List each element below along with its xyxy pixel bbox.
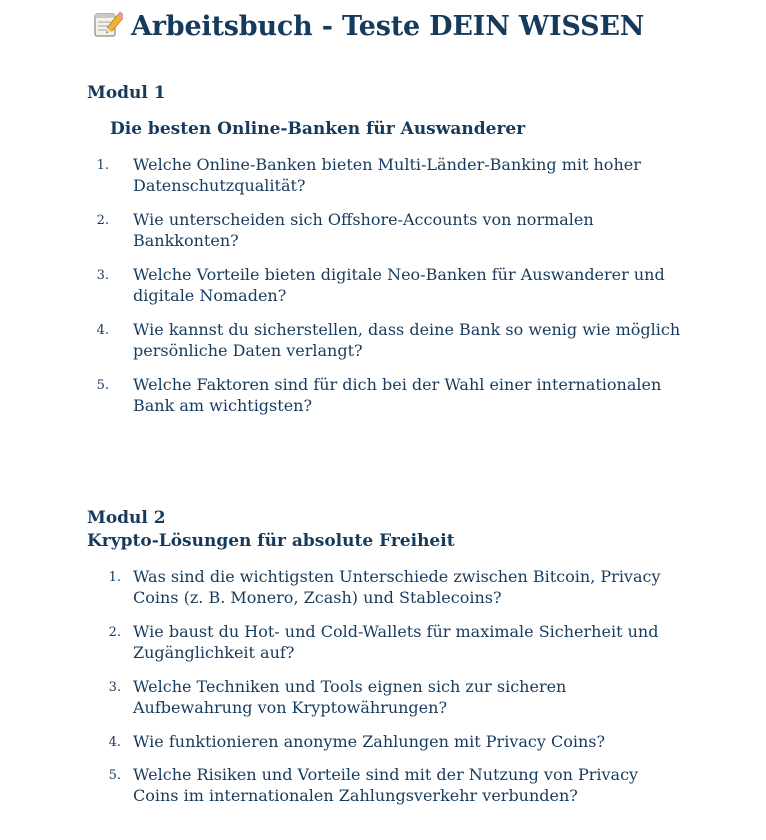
list-item [87, 374, 687, 416]
question-number: 3. [108, 680, 121, 695]
question-number: 5. [108, 768, 121, 783]
module-1-question-list [87, 154, 687, 429]
question-text: Wie kannst du sicherstellen, dass deine Bank so wenig wie möglich persönliche Daten verlangt? [133, 320, 681, 360]
module-1-label: Modul 1 [87, 83, 166, 103]
list-item [87, 264, 687, 306]
page-title-text: Arbeitsbuch - Teste DEIN WISSEN [131, 11, 645, 42]
list-item [87, 764, 687, 806]
question-text: Welche Online-Banken bieten Multi-Länder-Banking mit hoher Datenschutzqualität? [133, 155, 641, 195]
question-number: 3. [96, 268, 109, 283]
list-item [87, 154, 687, 196]
question-text: Was sind die wichtigsten Unterschiede zwischen Bitcoin, Privacy Coins (z. B. Monero, Zcash) und Stablecoins? [133, 567, 661, 607]
memo-icon [93, 10, 123, 38]
list-item [87, 209, 687, 251]
list-item [87, 566, 687, 608]
module-2-question-list [87, 566, 687, 819]
question-text: Welche Vorteile bieten digitale Neo-Banken für Auswanderer und digitale Nomaden? [133, 265, 665, 305]
question-text: Wie baust du Hot- und Cold-Wallets für maximale Sicherheit und Zugänglichkeit auf? [133, 622, 659, 662]
list-item [87, 731, 687, 752]
list-item [87, 676, 687, 718]
question-number: 4. [96, 323, 109, 338]
question-text: Wie unterscheiden sich Offshore-Accounts von normalen Bankkonten? [133, 210, 594, 250]
question-number: 1. [96, 158, 109, 173]
question-text: Welche Techniken und Tools eignen sich zur sicheren Aufbewahrung von Kryptowährungen? [133, 677, 567, 717]
question-number: 2. [96, 213, 109, 228]
module-1-heading: Die besten Online-Banken für Auswanderer [110, 119, 526, 139]
question-number: 2. [108, 625, 121, 640]
list-item [87, 319, 687, 361]
question-text: Welche Faktoren sind für dich bei der Wahl einer internationalen Bank am wichtigsten? [133, 375, 662, 415]
module-2-heading: Krypto-Lösungen für absolute Freiheit [87, 531, 455, 551]
module-2-label: Modul 2 [87, 508, 166, 528]
page-title [93, 10, 644, 42]
question-number: 5. [96, 378, 109, 393]
question-text: Welche Risiken und Vorteile sind mit der Nutzung von Privacy Coins im internationalen Zahlungsverkehr verbunden? [133, 765, 639, 805]
list-item [87, 621, 687, 663]
question-number: 4. [108, 735, 121, 750]
question-number: 1. [108, 570, 121, 585]
question-text: Wie funktionieren anonyme Zahlungen mit Privacy Coins? [133, 732, 606, 751]
